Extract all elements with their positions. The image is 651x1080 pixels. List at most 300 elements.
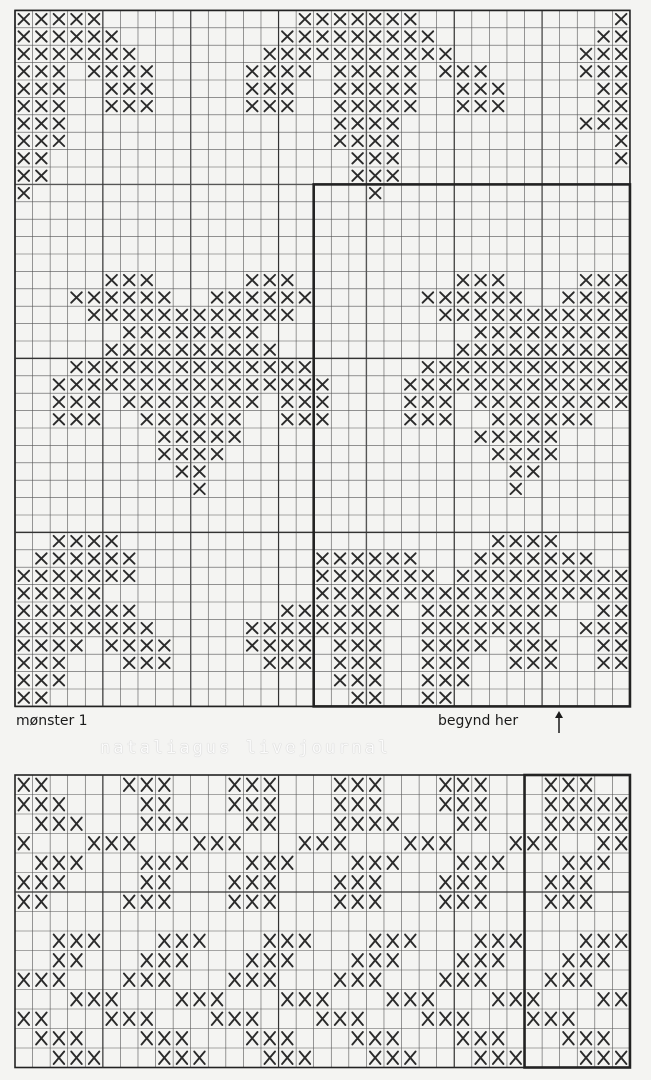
stitch-x	[36, 1032, 47, 1044]
stitch-x	[440, 49, 451, 59]
stitch-x	[440, 379, 451, 389]
stitch-x	[598, 837, 609, 849]
stitch-x	[528, 431, 539, 441]
stitch-x	[563, 362, 574, 372]
stitch-x	[616, 588, 627, 598]
stitch-x	[124, 49, 135, 59]
stitch-x	[546, 876, 557, 888]
stitch-x	[194, 327, 205, 337]
stitch-x	[370, 623, 381, 633]
stitch-x	[475, 362, 486, 372]
stitch-x	[159, 954, 170, 966]
stitch-x	[264, 974, 275, 986]
stitch-x	[528, 993, 539, 1005]
stitch-x	[563, 397, 574, 407]
stitch-x	[423, 362, 434, 372]
stitch-x	[335, 896, 346, 908]
stitch-x	[493, 553, 504, 563]
stitch-x	[352, 153, 363, 163]
stitch-x	[423, 993, 434, 1005]
stitch-x	[212, 344, 223, 354]
stitch-x	[282, 275, 293, 285]
stitch-x	[124, 623, 135, 633]
stitch-x	[36, 857, 47, 869]
stitch-x	[616, 101, 627, 111]
stitch-x	[563, 588, 574, 598]
stitch-x	[352, 66, 363, 76]
stitch-x	[282, 640, 293, 650]
stitch-x	[475, 954, 486, 966]
stitch-x	[159, 310, 170, 320]
stitch-x	[247, 1032, 258, 1044]
stitch-x	[194, 344, 205, 354]
stitch-x	[317, 605, 328, 615]
stitch-x	[616, 605, 627, 615]
stitch-x	[106, 49, 117, 59]
stitch-x	[598, 623, 609, 633]
stitch-x	[141, 292, 152, 302]
stitch-x	[124, 66, 135, 76]
stitch-x	[317, 414, 328, 424]
stitch-x	[440, 605, 451, 615]
stitch-x	[352, 818, 363, 830]
stitch-x	[405, 66, 416, 76]
stitch-x	[18, 623, 29, 633]
stitch-x	[194, 484, 205, 494]
stitch-x	[300, 292, 311, 302]
stitch-x	[194, 837, 205, 849]
stitch-x	[264, 83, 275, 93]
stitch-x	[177, 466, 188, 476]
stitch-x	[71, 954, 82, 966]
stitch-x	[528, 588, 539, 598]
stitch-x	[370, 188, 381, 198]
stitch-x	[352, 896, 363, 908]
stitch-x	[546, 310, 557, 320]
stitch-x	[36, 798, 47, 810]
stitch-x	[106, 536, 117, 546]
stitch-x	[440, 623, 451, 633]
stitch-x	[387, 118, 398, 128]
stitch-x	[54, 623, 65, 633]
stitch-x	[510, 344, 521, 354]
stitch-x	[458, 623, 469, 633]
stitch-x	[36, 118, 47, 128]
stitch-x	[598, 101, 609, 111]
stitch-x	[194, 1052, 205, 1064]
stitch-x	[440, 974, 451, 986]
stitch-x	[177, 954, 188, 966]
stitch-x	[475, 379, 486, 389]
stitch-x	[106, 362, 117, 372]
stitch-x	[106, 66, 117, 76]
stitch-x	[563, 954, 574, 966]
stitch-x	[581, 798, 592, 810]
stitch-x	[440, 292, 451, 302]
stitch-x	[142, 818, 153, 830]
stitch-x	[423, 675, 434, 685]
stitch-x	[616, 397, 627, 407]
stitch-x	[352, 658, 363, 668]
stitch-x	[142, 798, 153, 810]
stitch-x	[370, 954, 381, 966]
stitch-x	[54, 414, 65, 424]
stitch-x	[423, 571, 434, 581]
stitch-x	[212, 327, 223, 337]
stitch-x	[440, 362, 451, 372]
stitch-x	[124, 379, 135, 389]
stitch-x	[247, 362, 258, 372]
stitch-x	[229, 837, 240, 849]
stitch-x	[54, 536, 65, 546]
stitch-x	[440, 675, 451, 685]
stitch-x	[142, 974, 153, 986]
start-here-label: begynd her	[438, 713, 519, 729]
stitch-x	[89, 379, 100, 389]
stitch-x	[563, 798, 574, 810]
stitch-x	[528, 327, 539, 337]
stitch-x	[212, 449, 223, 459]
stitch-x	[387, 14, 398, 24]
stitch-x	[581, 779, 592, 791]
stitch-x	[370, 553, 381, 563]
stitch-x	[247, 779, 258, 791]
stitch-x	[616, 14, 627, 24]
stitch-x	[528, 362, 539, 372]
stitch-x	[71, 49, 82, 59]
stitch-x	[598, 31, 609, 41]
stitch-x	[528, 1013, 539, 1025]
stitch-x	[387, 588, 398, 598]
stitch-x	[18, 136, 29, 146]
stitch-x	[300, 658, 311, 668]
stitch-x	[387, 136, 398, 146]
stitch-x	[247, 379, 258, 389]
stitch-x	[440, 1013, 451, 1025]
stitch-x	[89, 536, 100, 546]
stitch-x	[423, 837, 434, 849]
stitch-x	[159, 818, 170, 830]
stitch-x	[528, 658, 539, 668]
stitch-x	[581, 623, 592, 633]
stitch-x	[546, 658, 557, 668]
stitch-x	[282, 66, 293, 76]
stitch-x	[598, 49, 609, 59]
stitch-x	[510, 837, 521, 849]
stitch-x	[18, 640, 29, 650]
stitch-x	[317, 571, 328, 581]
stitch-x	[598, 857, 609, 869]
stitch-x	[89, 14, 100, 24]
stitch-x	[352, 14, 363, 24]
stitch-x	[282, 414, 293, 424]
stitch-x	[247, 397, 258, 407]
stitch-x	[352, 605, 363, 615]
stitch-x	[475, 310, 486, 320]
stitch-x	[177, 379, 188, 389]
stitch-x	[159, 935, 170, 947]
stitch-x	[581, 327, 592, 337]
stitch-x	[54, 118, 65, 128]
stitch-x	[458, 101, 469, 111]
stitch-x	[598, 344, 609, 354]
stitch-x	[54, 588, 65, 598]
stitch-x	[335, 658, 346, 668]
stitch-x	[300, 379, 311, 389]
stitch-x	[54, 798, 65, 810]
stitch-x	[71, 857, 82, 869]
stitch-x	[475, 275, 486, 285]
stitch-x	[405, 101, 416, 111]
stitch-x	[229, 414, 240, 424]
stitch-x	[440, 896, 451, 908]
stitch-x	[493, 101, 504, 111]
stitch-x	[352, 876, 363, 888]
stitch-x	[581, 954, 592, 966]
stitch-x	[370, 935, 381, 947]
stitch-x	[36, 83, 47, 93]
stitch-x	[493, 414, 504, 424]
stitch-x	[247, 275, 258, 285]
stitch-x	[142, 779, 153, 791]
stitch-x	[335, 876, 346, 888]
stitch-x	[18, 118, 29, 128]
stitch-x	[124, 896, 135, 908]
stitch-x	[581, 292, 592, 302]
stitch-x	[616, 571, 627, 581]
stitch-x	[317, 49, 328, 59]
stitch-x	[177, 857, 188, 869]
stitch-x	[300, 640, 311, 650]
stitch-x	[616, 344, 627, 354]
stitch-x	[528, 466, 539, 476]
stitch-x	[493, 993, 504, 1005]
stitch-x	[229, 379, 240, 389]
stitch-x	[159, 449, 170, 459]
stitch-x	[229, 431, 240, 441]
stitch-x	[159, 379, 170, 389]
stitch-x	[54, 935, 65, 947]
stitch-x	[616, 83, 627, 93]
stitch-x	[493, 1052, 504, 1064]
stitch-x	[370, 1052, 381, 1064]
stitch-x	[71, 362, 82, 372]
stitch-x	[352, 101, 363, 111]
stitch-x	[528, 837, 539, 849]
stitch-x	[264, 640, 275, 650]
stitch-x	[247, 1013, 258, 1025]
stitch-x	[159, 344, 170, 354]
stitch-x	[475, 857, 486, 869]
stitch-x	[212, 414, 223, 424]
stitch-x	[423, 640, 434, 650]
stitch-x	[159, 431, 170, 441]
stitch-x	[141, 362, 152, 372]
stitch-x	[54, 553, 65, 563]
stitch-x	[405, 83, 416, 93]
stitch-x	[616, 327, 627, 337]
stitch-x	[18, 66, 29, 76]
stitch-x	[159, 658, 170, 668]
stitch-x	[177, 1052, 188, 1064]
stitch-x	[124, 397, 135, 407]
stitch-x	[141, 379, 152, 389]
stitch-x	[581, 362, 592, 372]
stitch-x	[563, 974, 574, 986]
stitch-x	[510, 588, 521, 598]
stitch-x	[229, 876, 240, 888]
stitch-x	[405, 49, 416, 59]
stitch-x	[352, 623, 363, 633]
stitch-x	[247, 857, 258, 869]
stitch-x	[546, 327, 557, 337]
stitch-x	[71, 623, 82, 633]
stitch-x	[616, 118, 627, 128]
stitch-x	[36, 692, 47, 702]
stitch-x	[475, 431, 486, 441]
stitch-x	[317, 397, 328, 407]
stitch-x	[36, 14, 47, 24]
stitch-x	[54, 640, 65, 650]
stitch-x	[616, 31, 627, 41]
stitch-x	[387, 857, 398, 869]
stitch-x	[493, 327, 504, 337]
stitch-x	[335, 118, 346, 128]
stitch-x	[335, 818, 346, 830]
stitch-x	[423, 623, 434, 633]
stitch-x	[581, 1032, 592, 1044]
stitch-x	[493, 857, 504, 869]
stitch-x	[563, 344, 574, 354]
stitch-x	[282, 292, 293, 302]
stitch-x	[387, 101, 398, 111]
stitch-x	[616, 818, 627, 830]
stitch-x	[300, 605, 311, 615]
stitch-x	[335, 49, 346, 59]
stitch-x	[616, 993, 627, 1005]
stitch-x	[317, 837, 328, 849]
stitch-x	[423, 292, 434, 302]
stitch-x	[54, 1052, 65, 1064]
stitch-x	[581, 876, 592, 888]
stitch-x	[581, 118, 592, 128]
stitch-x	[264, 310, 275, 320]
stitch-x	[458, 974, 469, 986]
stitch-x	[247, 798, 258, 810]
stitch-x	[106, 310, 117, 320]
stitch-x	[124, 837, 135, 849]
stitch-x	[387, 954, 398, 966]
stitch-x	[616, 153, 627, 163]
stitch-x	[71, 553, 82, 563]
stitch-x	[563, 414, 574, 424]
stitch-x	[598, 362, 609, 372]
stitch-x	[616, 837, 627, 849]
stitch-x	[423, 1013, 434, 1025]
stitch-x	[370, 153, 381, 163]
stitch-x	[370, 136, 381, 146]
stitch-x	[475, 397, 486, 407]
stitch-x	[89, 414, 100, 424]
stitch-x	[510, 623, 521, 633]
stitch-x	[212, 379, 223, 389]
stitch-x	[387, 66, 398, 76]
stitch-x	[335, 571, 346, 581]
stitch-x	[247, 344, 258, 354]
stitch-x	[352, 640, 363, 650]
stitch-x	[528, 571, 539, 581]
stitch-x	[71, 536, 82, 546]
stitch-x	[616, 623, 627, 633]
stitch-x	[370, 675, 381, 685]
stitch-x	[317, 14, 328, 24]
stitch-x	[177, 362, 188, 372]
stitch-x	[106, 571, 117, 581]
stitch-x	[458, 779, 469, 791]
stitch-x	[300, 31, 311, 41]
stitch-x	[458, 876, 469, 888]
stitch-x	[598, 118, 609, 128]
stitch-x	[282, 310, 293, 320]
stitch-x	[264, 779, 275, 791]
stitch-x	[124, 1013, 135, 1025]
stitch-x	[106, 292, 117, 302]
stitch-x	[370, 31, 381, 41]
stitch-x	[141, 658, 152, 668]
stitch-x	[18, 101, 29, 111]
stitch-x	[335, 798, 346, 810]
stitch-x	[36, 588, 47, 598]
stitch-x	[563, 857, 574, 869]
stitch-x	[54, 658, 65, 668]
stitch-x	[458, 954, 469, 966]
stitch-x	[159, 857, 170, 869]
stitch-x	[475, 327, 486, 337]
stitch-x	[475, 553, 486, 563]
stitch-x	[510, 484, 521, 494]
stitch-x	[264, 954, 275, 966]
stitch-x	[247, 640, 258, 650]
stitch-x	[141, 310, 152, 320]
stitch-x	[528, 605, 539, 615]
stitch-x	[546, 818, 557, 830]
stitch-x	[493, 1032, 504, 1044]
stitch-x	[493, 536, 504, 546]
stitch-x	[317, 1013, 328, 1025]
stitch-x	[106, 605, 117, 615]
stitch-x	[598, 66, 609, 76]
stitch-x	[159, 327, 170, 337]
stitch-x	[194, 431, 205, 441]
stitch-x	[563, 779, 574, 791]
stitch-x	[124, 83, 135, 93]
stitch-x	[546, 896, 557, 908]
stitch-x	[71, 640, 82, 650]
stitch-x	[71, 1052, 82, 1064]
stitch-x	[598, 292, 609, 302]
stitch-x	[563, 876, 574, 888]
stitch-x	[18, 692, 29, 702]
stitch-x	[282, 397, 293, 407]
stitch-x	[159, 798, 170, 810]
stitch-x	[493, 431, 504, 441]
stitch-x	[19, 974, 30, 986]
stitch-x	[510, 466, 521, 476]
stitch-x	[300, 837, 311, 849]
stitch-x	[423, 31, 434, 41]
stitch-x	[71, 588, 82, 598]
stitch-x	[124, 605, 135, 615]
